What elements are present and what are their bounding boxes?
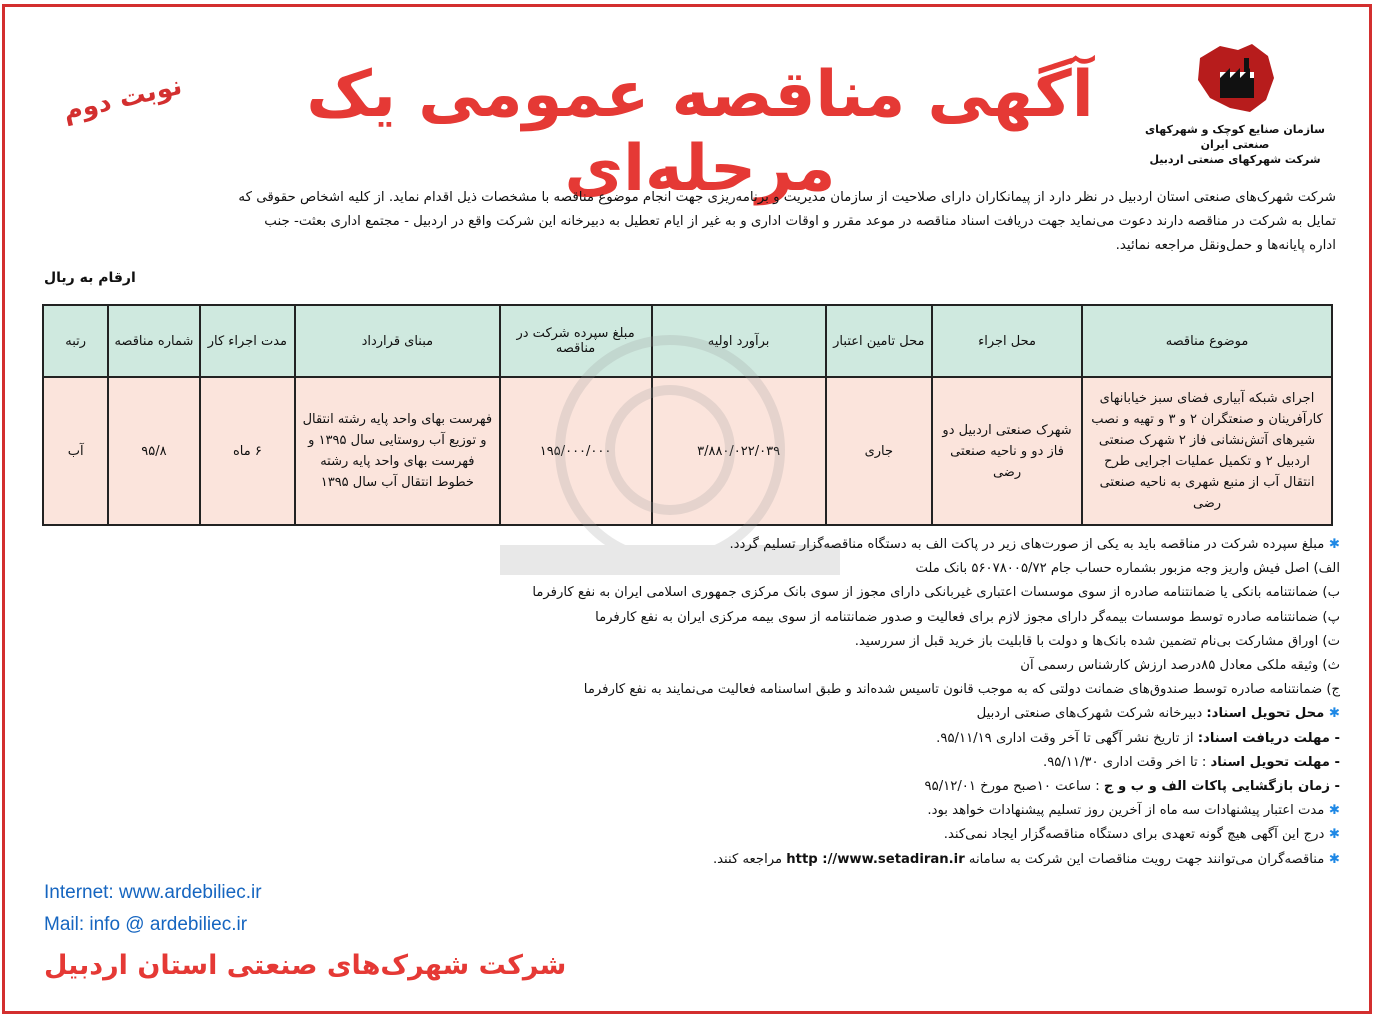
setadiran-link[interactable]: http ://www.setadiran.ir [786,851,965,867]
note-item: ✱ محل تحویل اسناد: دبیرخانه شرکت شهرک‌های صنعتی اردبیل [976,706,1340,722]
note-item: ✱ مدت اعتبار پیشنهادات سه ماه از آخرین روز تسلیم پیشنهادات خواهد بود. [927,803,1340,819]
footer-company-name: شرکت شهرک‌های صنعتی استان اردبیل [44,950,567,981]
bullet-icon: ✱ [1324,803,1340,819]
intro-line: تمایل به شرکت در مناقصه دارند دعوت می‌نماید جهت دریافت اسناد مناقصه در موعد مقرر و اوقات اداری و به غیر از ایام تعطیل به دبیرخانه این شرکت واقع در اردبیل - مجتمع اداری بعثت- جنب [264,214,1336,229]
cell-deposit: ۱۹۵/۰۰۰/۰۰۰ [500,377,652,525]
cell-rank: آب [43,377,108,525]
intro-line: شرکت شهرک‌های صنعتی استان اردبیل در نظر دارد از پیمانکاران دارای صلاحیت از سازمان مدیریت و برنامه‌ریزی جهت انجام موضوع مناقصه با مشخصات ذیل اقدام نماید. از کلیه اشخاص حقوقی که [238,190,1336,205]
bullet-icon: ✱ [1324,827,1340,843]
intro-paragraph [40,186,1336,258]
internet-contact[interactable]: Internet: www.ardebiliec.ir [44,882,262,903]
note-item: - مهلت تحویل اسناد : تا اخر وقت اداری ۹۵/۱۱/۳۰. [1042,754,1340,770]
note-item: الف) اصل فیش واریز وجه مزبور بشماره حساب جام ۵۶۰۷۸۰۰۵/۷۲ بانک ملت [915,561,1340,577]
bullet-icon: ✱ [1324,537,1340,552]
currency-note: ارقام به ریال [44,270,136,286]
note-item: - زمان بازگشایی پاکات الف و ب و ج : ساعت ۱۰صبح مورخ ۹۵/۱۲/۰۱ [924,779,1340,795]
industrial-logo-icon [1190,38,1280,118]
cell-funding: جاری [826,377,933,525]
note-item: ✱ مبلغ سپرده شرکت در مناقصه باید به یکی از صورت‌های زیر در پاکت الف به دستگاه مناقصه‌گزار تسلیم گردد. [729,537,1340,552]
col-contract-header: مبنای قرارداد [295,305,499,377]
org-logo-block [1130,38,1340,167]
col-number-header: شماره مناقصه [108,305,199,377]
col-rank-header: رتبه [43,305,108,377]
round-label: نوبت دوم [60,70,185,128]
note-item: ✱ درج این آگهی هیچ گونه تعهدی برای دستگاه مناقصه‌گزار ایجاد نمی‌کند. [943,827,1340,843]
bullet-icon: ✱ [1324,706,1340,722]
table-header-row [43,305,1332,377]
note-item: ت) اوراق مشارکت بی‌نام تضمین شده بانک‌ها و دولت با قابلیت باز خرید قبل از سررسید. [854,633,1340,649]
cell-tender-number: ۹۵/۸ [108,377,199,525]
col-duration-header: مدت اجراء کار [200,305,296,377]
col-estimate-header: برآورد اولیه [652,305,826,377]
note-item: پ) ضمانتنامه صادره توسط موسسات بیمه‌گر دارای مجوز لازم برای فعالیت و صدور ضمانتنامه از سوی بیمه مرکزی ایران به نفع کارفرما [595,609,1340,625]
col-funding-header: محل تامین اعتبار [826,305,933,377]
note-item: ج) ضمانتنامه صادره توسط صندوق‌های ضمانت دولتی که به موجب قانون تاسیس شده‌اند و طبق اساسنامه فعالیت می‌نمایند به نفع کارفرما [583,682,1340,698]
intro-line: اداره پایانه‌ها و حمل‌ونقل مراجعه نمائید. [1115,238,1336,253]
table-row [43,377,1332,525]
org-name-line1: سازمان صنایع کوچک و شهرکهای صنعتی ایران [1145,123,1325,151]
note-item: ث) وثیقه ملکی معادل ۸۵درصد ارزش کارشناس رسمی آن [1020,658,1340,674]
note-item: ✱ مناقصه‌گران می‌توانند جهت رویت مناقصات این شرکت به سامانه http ://www.setadiran.ir مراجعه کنند. [712,851,1340,867]
tender-table [42,304,1333,526]
col-subject-header: موضوع مناقصه [1082,305,1332,377]
notice-title: آگهی مناقصه عمومی یک مرحله‌ای [306,58,1094,206]
col-deposit-header: مبلغ سپرده شرکت در مناقصه [500,305,652,377]
mail-contact[interactable]: Mail: info @ ardebiliec.ir [44,914,248,935]
note-item: - مهلت دریافت اسناد: از تاریخ نشر آگهی تا آخر وقت اداری ۹۵/۱۱/۱۹. [936,730,1340,746]
notes-section [40,533,1340,872]
cell-location: شهرک صنعتی اردبیل دو فاز دو و ناحیه صنعتی رضی [932,377,1082,525]
note-item: ب) ضمانتنامه بانکی یا ضمانتنامه صادره از سوی موسسات اعتباری غیربانکی دارای مجوز از سوی بانک مرکزی جمهوری اسلامی ایران به نفع کارفرما [532,585,1340,601]
col-location-header: محل اجراء [932,305,1082,377]
org-name-line2: شرکت شهرکهای صنعتی اردبیل [1149,153,1321,166]
cell-estimate: ۳/۸۸۰/۰۲۲/۰۳۹ [652,377,826,525]
bullet-icon: ✱ [1324,851,1340,867]
cell-subject: اجرای شبکه آبیاری فضای سبز خیابانهای کارآفرینان و صنعتگران ۲ و ۳ و تهیه و نصب شیرهای آتش‌نشانی فاز ۲ شهرک صنعتی اردبیل ۲ و تکمیل عملیات اجرایی طرح انتقال آب از منبع شهری به ناحیه صنعتی رضی [1082,377,1332,525]
cell-contract-basis: فهرست بهای واحد پایه رشته انتقال و توزیع آب روستایی سال ۱۳۹۵ و فهرست بهای واحد پایه رشته خطوط انتقال آب سال ۱۳۹۵ [295,377,499,525]
cell-duration: ۶ ماه [200,377,296,525]
